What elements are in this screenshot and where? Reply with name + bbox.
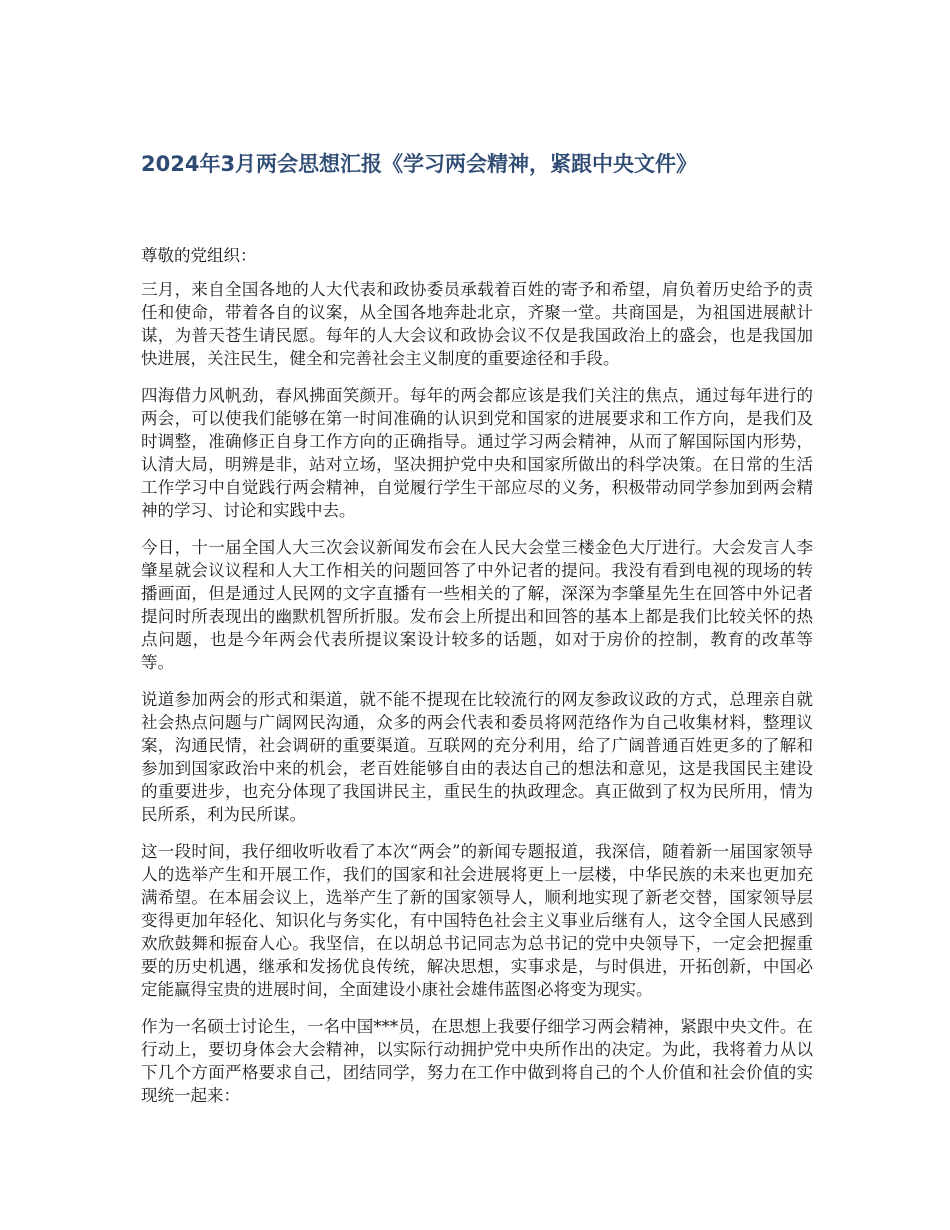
document-body [141, 244, 813, 1121]
document-title: 2024年3月两会思想汇报《学习两会精神，紧跟中央文件》 [141, 152, 698, 176]
paragraph: 这一段时间，我仔细收听收看了本次“两会”的新闻专题报道，我深信，随着新一届国家领导人的选举产生和开展工作，我们的国家和社会进展将更上一层楼，中华民族的未来也更加充满希望。在本届会议上，选举产生了新的国家领导人，顺利地实现了新老交替，国家领导层变得更加年轻化、知识化与务实化，有中国特色社会主义事业后继有人，这令全国人民感到欢欣鼓舞和振奋人心。我坚信，在以胡总书记同志为总书记的党中央领导下，一定会把握重要的历史机遇，继承和发扬优良传统，解决思想，实事求是，与时俱进，开拓创新，中国必定能赢得宝贵的进展时间，全面建设小康社会雄伟蓝图必将变为现实。 [141, 842, 813, 999]
salutation: 尊敬的党组织： [141, 246, 257, 265]
paragraph: 说道参加两会的形式和渠道，就不能不提现在比较流行的网友参政议政的方式，总理亲自就社会热点问题与广阔网民沟通，众多的两会代表和委员将网范络作为自己收集材料，整理议案，沟通民情，社会调研的重要渠道。互联网的充分利用，给了广阔普通百姓更多的了解和参加到国家政治中来的机会，老百姓能够自由的表达自己的想法和意见，这是我国民主建设的重要进步，也充分体现了我国讲民主，重民生的执政理念。真正做到了权为民所用，情为民所系，利为民所谋。 [141, 690, 813, 824]
paragraph: 作为一名硕士讨论生，一名中国***员，在思想上我要仔细学习两会精神，紧跟中央文件。在行动上，要切身体会大会精神，以实际行动拥护党中央所作出的决定。为此，我将着力从以下几个方面严格要求自己，团结同学，努力在工作中做到将自己的个人价值和社会价值的实现统一起来： [141, 1017, 813, 1105]
paragraph: 四海借力风帆劲，春风拂面笑颜开。每年的两会都应该是我们关注的焦点，通过每年进行的两会，可以使我们能够在第一时间准确的认识到党和国家的进展要求和工作方向，是我们及时调整，准确修正自身工作方向的正确指导。通过学习两会精神，从而了解国际国内形势，认清大局，明辨是非，站对立场，坚决拥护党中央和国家所做出的科学决策。在日常的生活工作学习中自觉践行两会精神，自觉履行学生干部应尽的义务，积极带动同学参加到两会精神的学习、讨论和实践中去。 [141, 386, 813, 520]
paragraph: 今日，十一届全国人大三次会议新闻发布会在人民大会堂三楼金色大厅进行。大会发言人李肇星就会议议程和人大工作相关的问题回答了中外记者的提问。我没有看到电视的现场的转播画面，但是通过人民网的文字直播有一些相关的了解，深深为李肇星先生在回答中外记者提问时所表现出的幽默机智所折服。发布会上所提出和回答的基本上都是我们比较关怀的热点问题，也是今年两会代表所提议案设计较多的话题，如对于房价的控制，教育的改革等等。 [141, 538, 813, 672]
paragraph: 三月，来自全国各地的人大代表和政协委员承载着百姓的寄予和希望，肩负着历史给予的责任和使命，带着各自的议案，从全国各地奔赴北京，齐聚一堂。共商国是，为祖国进展献计谋，为普天苍生请民愿。每年的人大会议和政协会议不仅是我国政治上的盛会，也是我国加快进展，关注民生，健全和完善社会主义制度的重要途径和手段。 [141, 280, 813, 368]
